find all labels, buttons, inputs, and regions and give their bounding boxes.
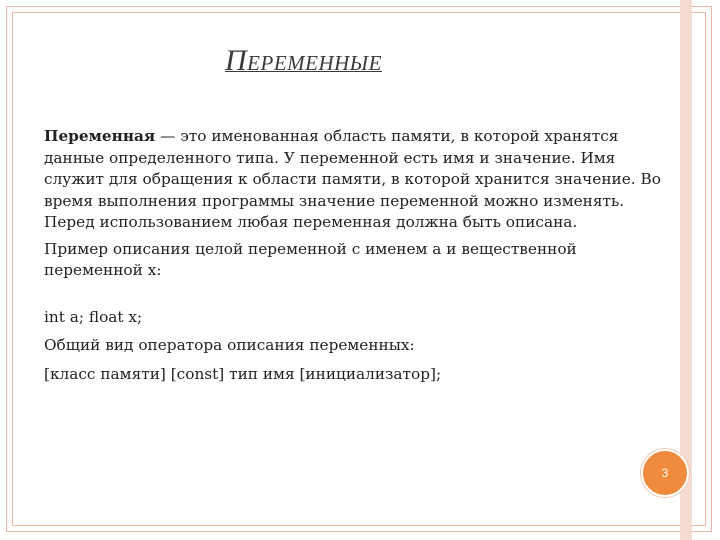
- title-rest: ЕРЕМЕННЫЕ: [247, 51, 382, 75]
- title-first-letter: П: [225, 44, 248, 77]
- page-number: 3: [661, 466, 669, 480]
- example-intro-paragraph: Пример описания целой переменной с именем а и вещественной переменной х:: [44, 239, 577, 279]
- syntax-intro-paragraph: Общий вид оператора описания переменных:: [44, 336, 415, 354]
- definition-term: Переменная: [44, 127, 156, 145]
- slide-body: [44, 126, 664, 385]
- syntax-template: [класс памяти] [const] тип имя [инициализатор];: [44, 364, 442, 383]
- slide-title: [225, 44, 382, 78]
- definition-paragraph: [44, 126, 664, 234]
- code-example: int a; float x;: [44, 307, 143, 326]
- definition-text: — это именованная область памяти, в которой хранятся данные определенного типа. У переменной есть имя и значение. Имя служит для обращения к области памяти, в которой хранится значение. Во время выполнения программы значение переменной можно изменять. Перед использованием любая переменная должна быть описана.: [44, 127, 661, 231]
- page-number-badge: [641, 449, 689, 497]
